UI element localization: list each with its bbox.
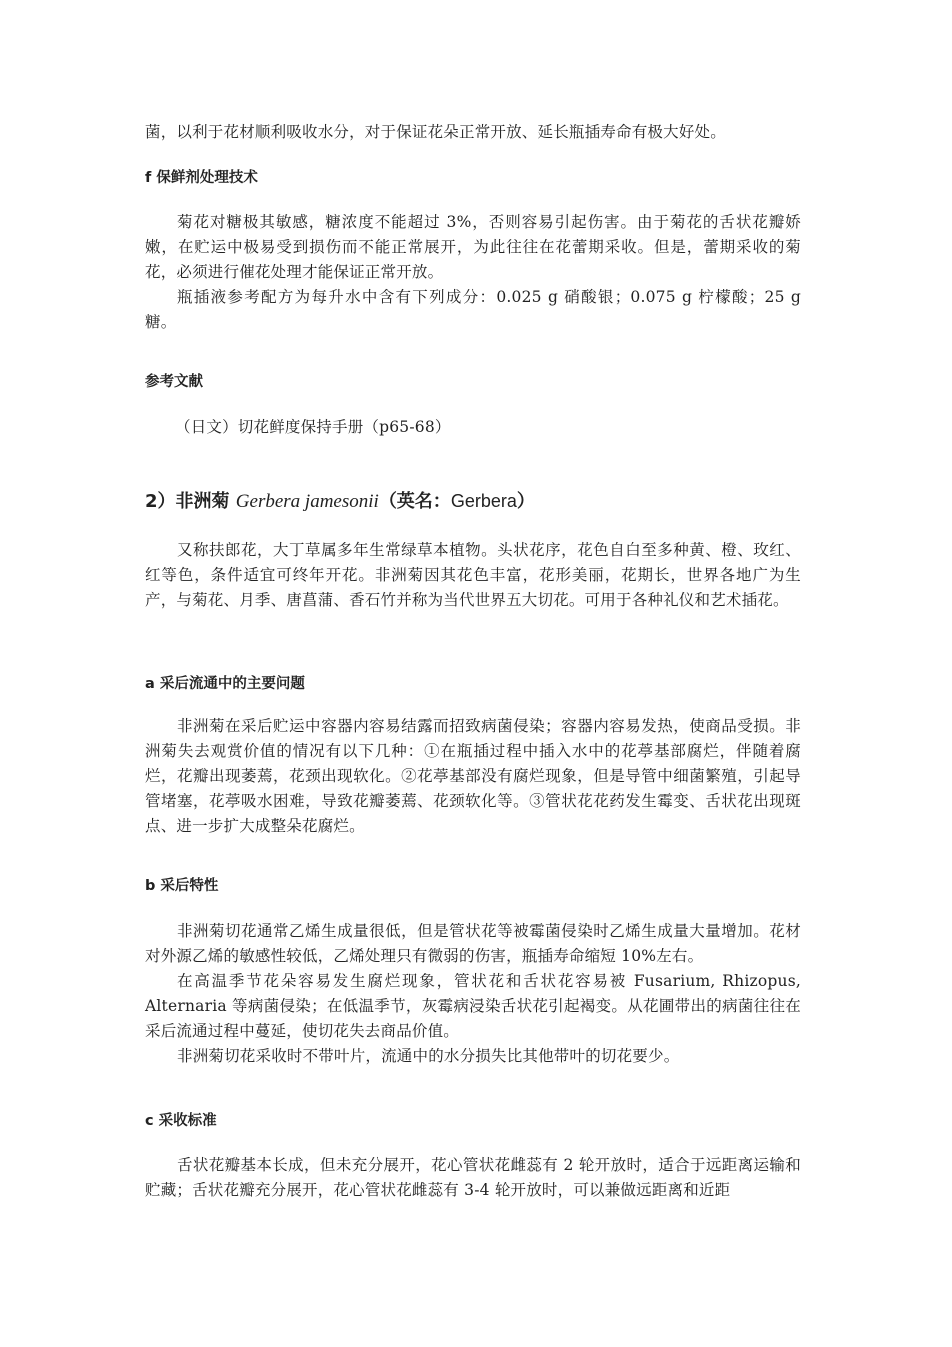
- paragraph-text: 非洲菊切花采收时不带叶片，流通中的水分损失比其他带叶的切花要少。: [177, 1047, 680, 1065]
- section-b-paragraphs: [145, 919, 801, 1069]
- continuation-paragraph: [145, 120, 801, 145]
- paragraph-text: 菊花对糖极其敏感，糖浓度不能超过 3%，否则容易引起伤害。由于菊花的舌状花瓣娇嫩，在贮运中极易受到损伤而不能正常展开，为此往往在花蕾期采收。但是，蕾期采收的菊花，必须进行催花处理才能保证正常开放。: [145, 213, 801, 281]
- paragraph-text: 又称扶郎花，大丁草属多年生常绿草本植物。头状花序，花色自白至多种黄、橙、玫红、红等色，条件适宜可终年开花。非洲菊因其花色丰富，花形美丽，花期长，世界各地广为生产，与菊花、月季、唐菖蒲、香石竹并称为当代世界五大切花。可用于各种礼仪和艺术插花。: [145, 541, 801, 609]
- title-latin-name: Gerbera jamesonii: [235, 491, 379, 512]
- reference-item: （日文）切花鲜度保持手册（p65-68）: [175, 418, 451, 436]
- heading-text: f 保鲜剂处理技术: [145, 170, 258, 186]
- section-heading-f: [145, 168, 801, 188]
- section-heading-c: [145, 1111, 801, 1131]
- paragraph-text: 在高温季节花朵容易发生腐烂现象，管状花和舌状花容易被 Fusarium, Rhizopus, Alternaria 等病菌侵染；在低温季节，灰霉病浸染舌状花引起褐变。从花圃带出的病菌往往在采后流通过程中蔓延，使切花失去商品价值。: [145, 972, 801, 1040]
- title-mid: （英名：: [378, 491, 451, 512]
- gerbera-title: [145, 488, 801, 515]
- paragraph-text: 菌，以利于花材顺利吸收水分，对于保证花朵正常开放、延长瓶插寿命有极大好处。: [145, 123, 726, 141]
- paragraph-text: 非洲菊在采后贮运中容器内容易结露而招致病菌侵染；容器内容易发热，使商品受损。非洲菊失去观赏价值的情况有以下几种：①在瓶插过程中插入水中的花葶基部腐烂，伴随着腐烂，花瓣出现萎蔫，花颈出现软化。②花葶基部没有腐烂现象，但是导管中细菌繁殖，引起导管堵塞，花葶吸水困难，导致花瓣萎蔫、花颈软化等。③管状花花药发生霉变、舌状花出现斑点、进一步扩大成整朵花腐烂。: [145, 717, 801, 835]
- section-heading-a: [145, 674, 801, 694]
- heading-text: c 采收标准: [145, 1113, 217, 1129]
- heading-text: b 采后特性: [145, 878, 219, 894]
- section-c-paragraphs: [145, 1153, 801, 1203]
- references-heading: [145, 372, 801, 392]
- gerbera-intro: [145, 538, 801, 613]
- reference-list: [145, 415, 801, 440]
- title-prefix: 2）非洲菊: [145, 491, 236, 512]
- section-f-paragraphs: [145, 210, 801, 335]
- section-heading-b: [145, 876, 801, 896]
- section-a-paragraphs: [145, 714, 801, 839]
- heading-text: 参考文献: [145, 374, 203, 390]
- paragraph-text: 瓶插液参考配方为每升水中含有下列成分：0.025 g 硝酸银；0.075 g 柠檬酸；25 g 糖。: [145, 288, 801, 331]
- paragraph-text: 舌状花瓣基本长成，但未充分展开，花心管状花雌蕊有 2 轮开放时，适合于远距离运输和贮藏；舌状花瓣充分展开，花心管状花雌蕊有 3-4 轮开放时，可以兼做远距离和近距: [145, 1156, 801, 1199]
- section-title: [145, 488, 801, 515]
- title-end: ）: [516, 491, 535, 512]
- title-english-name: Gerbera: [450, 491, 517, 511]
- paragraph-text: 非洲菊切花通常乙烯生成量很低，但是管状花等被霉菌侵染时乙烯生成量大量增加。花材对外源乙烯的敏感性较低，乙烯处理只有微弱的伤害，瓶插寿命缩短 10%左右。: [145, 922, 801, 965]
- heading-text: a 采后流通中的主要问题: [145, 676, 305, 692]
